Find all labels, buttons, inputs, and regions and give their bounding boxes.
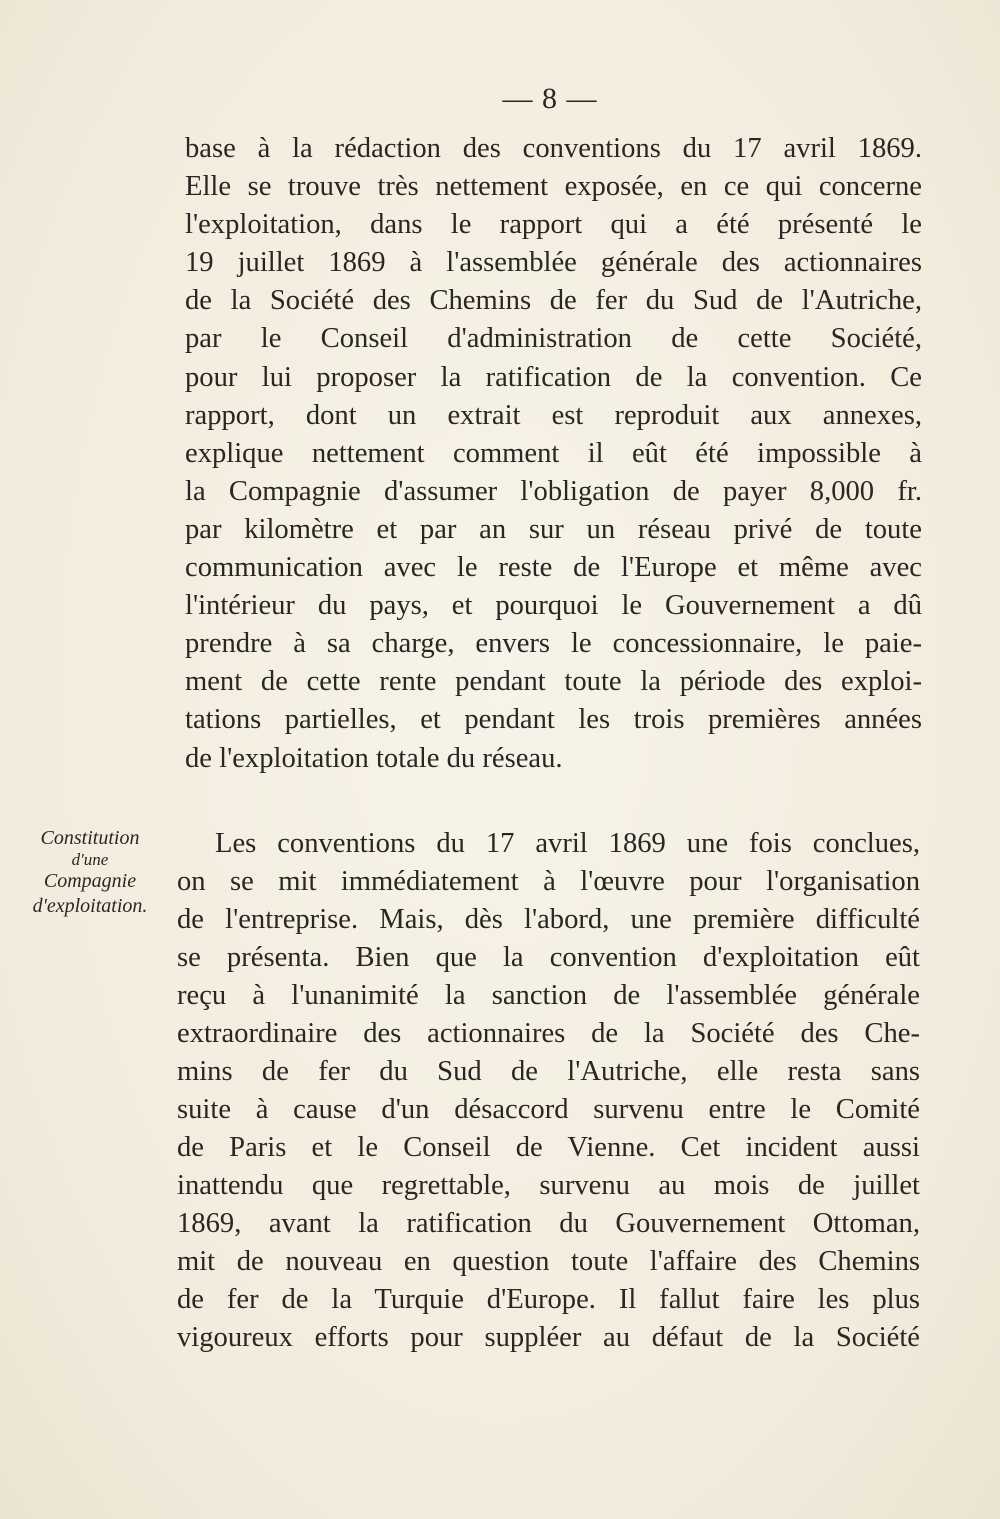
text-line: mins de fer du Sud de l'Autriche, elle resta sans [177, 1056, 920, 1087]
text-line: la Compagnie d'assumer l'obligation de payer 8,000 fr. [185, 475, 922, 507]
text-line: inattendu que regrettable, survenu au mois de juillet [177, 1170, 920, 1201]
text-line: base à la rédaction des conventions du 17 avril 1869. [185, 133, 922, 164]
margin-note-line: Compagnie [43, 870, 137, 892]
text-line: l'exploitation, dans le rapport qui a été présenté le [185, 209, 922, 241]
text-line: 1869, avant la ratification du Gouvernement Ottoman, [177, 1208, 920, 1239]
margin-note-line: Constitution [40, 827, 140, 849]
text-line: mit de nouveau en question toute l'affaire des Chemins [177, 1246, 920, 1277]
paragraph-new [177, 825, 920, 1357]
text-line: Elle se trouve très nettement exposée, en ce qui concerne [185, 171, 922, 203]
text-line: prendre à sa charge, envers le concessionnaire, le paie- [185, 628, 922, 660]
paragraph-continued [185, 130, 922, 778]
margin-note [10, 826, 170, 919]
text-line: explique nettement comment il eût été impossible à [185, 437, 922, 469]
text-line: de l'exploitation totale du réseau. [185, 742, 563, 774]
text-line: 19 juillet 1869 à l'assemblée générale des actionnaires [185, 247, 922, 279]
text-line: de Paris et le Conseil de Vienne. Cet incident aussi [177, 1132, 920, 1163]
text-line: l'intérieur du pays, et pourquoi le Gouvernement a dû [185, 590, 922, 622]
text-line: on se mit immédiatement à l'œuvre pour l'organisation [177, 866, 920, 897]
text-line: reçu à l'unanimité la sanction de l'assemblée générale [177, 980, 920, 1011]
text-line: par le Conseil d'administration de cette Société, [185, 323, 922, 355]
text-line: par kilomètre et par an sur un réseau privé de toute [185, 513, 922, 545]
text-line: rapport, dont un extrait est reproduit aux annexes, [185, 399, 922, 431]
page-number: — 8 — [502, 82, 598, 115]
margin-note-line: d'exploitation. [32, 895, 148, 917]
text-line: de fer de la Turquie d'Europe. Il fallut faire les plus [177, 1284, 920, 1315]
text-line: extraordinaire des actionnaires de la Société des Che- [177, 1018, 920, 1049]
text-line: vigoureux efforts pour suppléer au défaut de la Société [177, 1322, 920, 1353]
text-line: communication avec le reste de l'Europe et même avec [185, 552, 922, 584]
margin-note-line: d'une [71, 850, 109, 869]
text-line: se présenta. Bien que la convention d'exploitation eût [177, 942, 920, 973]
text-line: de la Société des Chemins de fer du Sud de l'Autriche, [185, 285, 922, 317]
text-line: suite à cause d'un désaccord survenu entre le Comité [177, 1094, 920, 1125]
text-line: pour lui proposer la ratification de la convention. Ce [185, 361, 922, 393]
text-line: Les conventions du 17 avril 1869 une fois conclues, [215, 828, 920, 859]
text-line: de l'entreprise. Mais, dès l'abord, une première difficulté [177, 904, 920, 935]
text-line: ment de cette rente pendant toute la période des exploi- [185, 666, 922, 698]
text-line: tations partielles, et pendant les trois premières années [185, 704, 922, 736]
